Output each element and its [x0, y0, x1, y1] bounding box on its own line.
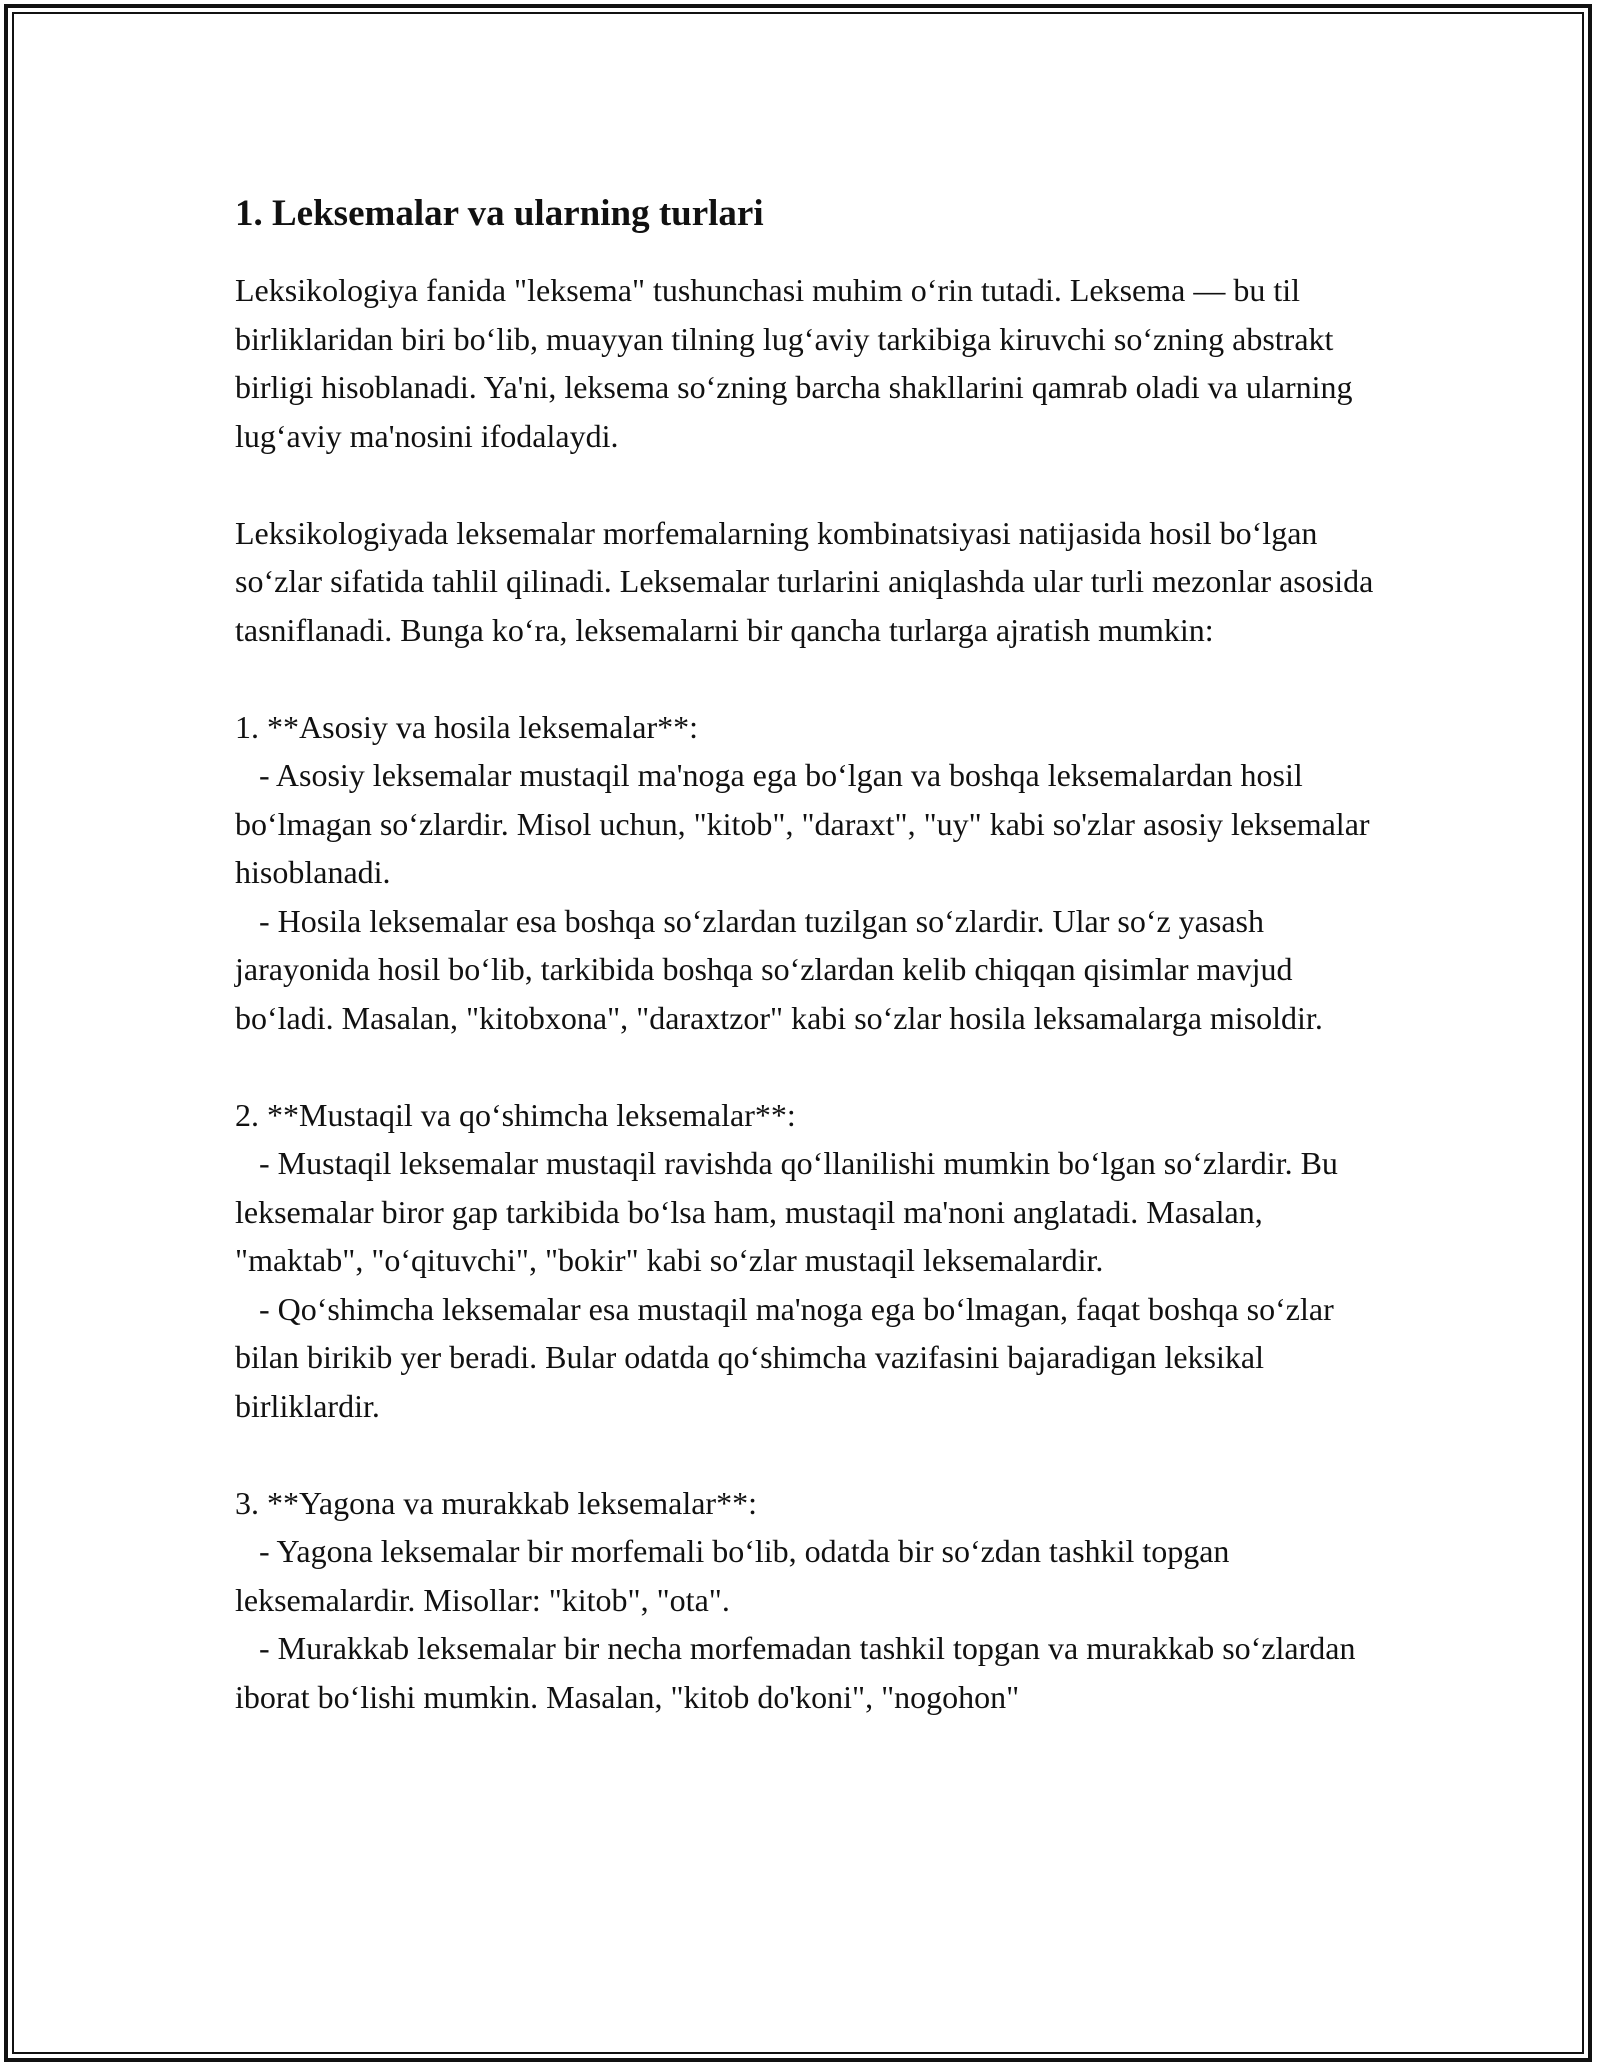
intro-paragraph-2: Leksikologiyada leksemalar morfemalarning kombinatsiyasi natijasida hosil bo‘lgan so‘zlar sifatida tahlil qilinadi. Leksemalar turlarini aniqlashda ular turli mezonlar asosida tasniflanadi. Bunga ko‘ra, leksemalarni bir qancha turlarga ajratish mumkin: [235, 514, 1374, 648]
document-title: 1. Leksemalar va ularning turlari [235, 193, 764, 234]
section-3 [235, 1479, 1375, 1722]
section-item: - Mustaqil leksemalar mustaqil ravishda qo‘llanilishi mumkin bo‘lgan so‘zlardir. Bu leksemalar biror gap tarkibida bo‘lsa ham, mustaqil ma'noni anglatadi. Masalan, "maktab", "o‘qituvchi", "bokir" kabi so‘zlar mustaqil leksemalardir. [235, 1145, 1346, 1278]
intro-paragraph-1: Leksikologiya fanida "leksema" tushunchasi muhim o‘rin tutadi. Leksema — bu til birliklaridan biri bo‘lib, muayyan tilning lug‘aviy tarkibiga kiruvchi so‘zning abstrakt birligi hisoblanadi. Ya'ni, leksema so‘zning barcha shakllarini qamrab oladi va ularning lug‘aviy ma'nosini ifodalaydi. [235, 272, 1353, 454]
section-heading: 3. **Yagona va murakkab leksemalar**: [235, 1484, 757, 1521]
section-heading: 2. **Mustaqil va qo‘shimcha leksemalar**: [235, 1096, 796, 1133]
section-item: - Yagona leksemalar bir morfemali bo‘lib, odatda bir so‘zdan tashkil topgan leksemalardir. Misollar: "kitob", "ota". [235, 1533, 1238, 1618]
section-item: - Asosiy leksemalar mustaqil ma'noga ega bo‘lgan va boshqa leksemalardan hosil bo‘lmagan so‘zlardir. Misol uchun, "kitob", "daraxt", "uy" kabi so'zlar asosiy leksemalar hisoblanadi. [235, 757, 1378, 890]
section-item: - Murakkab leksemalar bir necha morfemadan tashkil topgan va murakkab so‘zlardan iborat bo‘lishi mumkin. Masalan, "kitob do'koni", "nogohon" [235, 1630, 1364, 1715]
section-item: - Hosila leksemalar esa boshqa so‘zlardan tuzilgan so‘zlardir. Ular so‘z yasash jarayonida hosil bo‘lib, tarkibida boshqa so‘zlardan kelib chiqqan qisimlar mavjud bo‘ladi. Masalan, "kitobxona", "daraxtzor" kabi so‘zlar hosila leksamalarga misoldir. [235, 902, 1323, 1036]
section-1 [235, 703, 1378, 1043]
section-item: - Qo‘shimcha leksemalar esa mustaqil ma'noga ega bo‘lmagan, faqat boshqa so‘zlar bilan birikib yer beradi. Bular odatda qo‘shimcha vazifasini bajaradigan leksikal birliklardir. [235, 1290, 1342, 1424]
section-2 [235, 1091, 1375, 1431]
section-heading: 1. **Asosiy va hosila leksemalar**: [235, 708, 699, 745]
document-body [235, 188, 1378, 1770]
